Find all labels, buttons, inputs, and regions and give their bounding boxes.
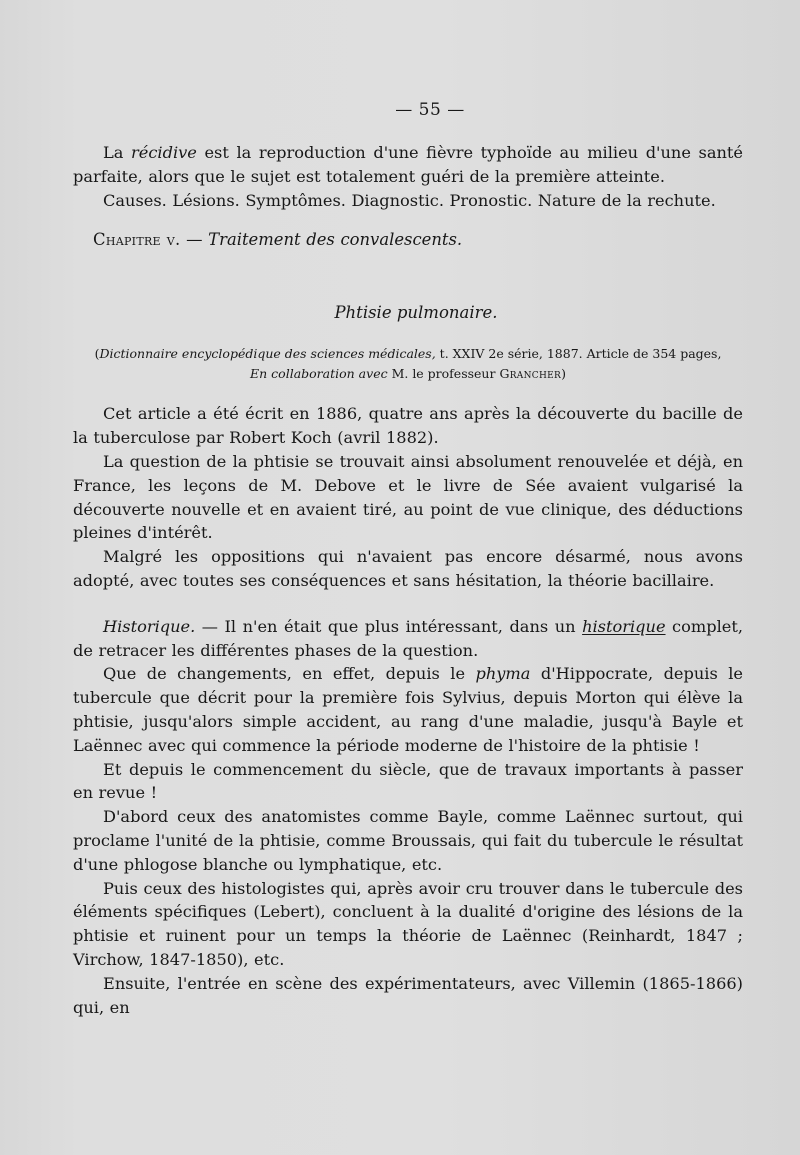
recidive-term: récidive: [131, 143, 197, 162]
paragraph-phyma: [73, 662, 743, 757]
paragraph-recidive: [73, 141, 743, 189]
historique-text-1: — Il n'en était que plus intéressant, dans un: [195, 616, 583, 636]
citation-source: Dictionnaire encyclopédique des sciences médicales,: [99, 346, 436, 362]
citation-close: ): [561, 366, 566, 382]
recidive-prefix: La: [103, 143, 132, 162]
phyma-text-2: d'Hippocrate, depuis le tubercule que décrit pour la première fois Sylvius, depuis Morton qui élève la phtisie, jusqu'alors simple accident, au rang d'une maladie, jusqu'à Bayle et Laënnec avec qui commence la période moderne de l'histoire de la phtisie !: [73, 664, 743, 755]
citation-collab: En collaboration avec: [250, 366, 388, 382]
text-block: [73, 100, 743, 1019]
historique-term: historique: [582, 616, 666, 636]
paragraph-last: Ensuite, l'entrée en scène des expérimentateurs, avec Villemin (1865-1866) qui, en: [73, 973, 743, 1017]
paragraph: Puis ceux des histologistes qui, après avoir cru trouver dans le tubercule des éléments spécifiques (Lebert), concluent à la dualité d'origine des lésions de la phtisie et ruinent pour un temps la théorie de Laënnec (Reinhardt, 1847 ; Virchow, 1847-1850), etc.: [73, 878, 743, 969]
chapter-label: Chapitre v.: [93, 230, 181, 250]
paragraph: La question de la phtisie se trouvait ainsi absolument renouvelée et déjà, en France, les leçons de M. Debove et le livre de Sée avaient vulgarisé la découverte nouvelle et en avaient tiré, au point de vue clinique, des déductions pleines d'intérêt.: [73, 451, 743, 543]
citation-line-1: [73, 344, 743, 364]
paragraph: Et depuis le commencement du siècle, que de travaux importants à passer en revue !: [73, 759, 743, 803]
paragraph-gap: [73, 593, 743, 615]
chapter-heading: [73, 228, 743, 252]
citation-collab-text: M. le professeur: [387, 366, 500, 382]
section-title: Phtisie pulmonaire.: [334, 303, 498, 323]
paragraph: Cet article a été écrit en 1886, quatre ans après la découverte du bacille de la tuberculose par Robert Koch (avril 1882).: [73, 404, 743, 448]
citation-line-2: [73, 364, 743, 384]
citation: [73, 344, 743, 384]
causes-line: Causes. Lésions. Symptômes. Diagnostic. Pronostic. Nature de la rechute.: [103, 190, 716, 210]
citation-details: t. XXIV 2e série, 1887. Article de 354 pages,: [435, 346, 722, 362]
chapter-title: Traitement des convalescents.: [208, 230, 463, 250]
historique-text-2: complet, de retracer les différentes phases de la question.: [73, 616, 743, 660]
recidive-text: est la reproduction d'une fièvre typhoïde au milieu d'une santé parfaite, alors que le sujet est totalement guéri de la première atteinte.: [73, 143, 744, 186]
paragraph-historique: [73, 615, 743, 663]
paragraph: D'abord ceux des anatomistes comme Bayle, comme Laënnec surtout, qui proclame l'unité de la phtisie, comme Broussais, qui fait du tubercule le résultat d'une phlogose blanche ou lymphatique, etc.: [73, 807, 743, 874]
citation-open: (: [94, 346, 100, 362]
phyma-term: phyma: [475, 664, 531, 684]
historique-lead: Historique.: [103, 616, 196, 636]
page-number: — 55 —: [395, 100, 465, 120]
paragraph: Malgré les oppositions qui n'avaient pas encore désarmé, nous avons adopté, avec toutes ses conséquences et sans hésitation, la théorie bacillaire.: [73, 547, 743, 590]
phyma-text-1: Que de changements, en effet, depuis le: [103, 664, 476, 684]
citation-collab-name: Grancher: [499, 366, 562, 382]
chapter-dash: —: [180, 230, 209, 250]
